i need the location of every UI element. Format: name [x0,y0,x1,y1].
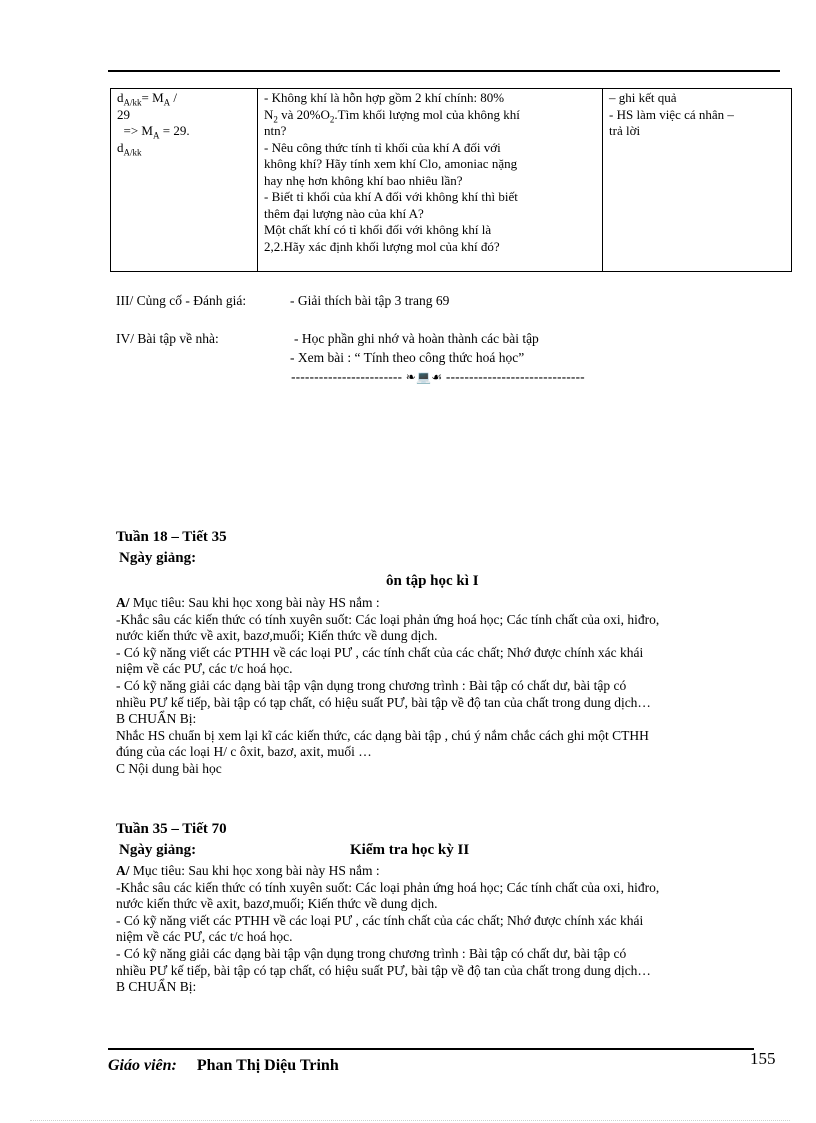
section-divider [238,368,638,386]
student-line: - HS làm việc cá nhân – [609,106,734,122]
lesson1-line: - Có kỹ năng viết các PTHH về các loại PƯ , các tính chất của các chất; Nhớ được chính xác khái [116,644,644,660]
teacher-activity-cell [258,89,603,272]
lesson2-title: Kiểm tra học kỳ II [350,842,470,858]
question-line: 2,2.Hãy xác định khối lượng mol của khí đó? [264,238,500,254]
question-line: không khí? Hãy tính xem khí Clo, amoniac nặng [264,156,518,171]
formula-line: $d_{A/kk}= M_A$ / [117,90,178,108]
lesson2-line: -Khắc sâu các kiến thức có tính xuyên suốt: Các loại phản ứng hoá học; Các tính chất của oxi, hiđro, [116,879,660,895]
question-line: - Nêu công thức tính tỉ khối của khí A đối với [264,139,501,155]
divider-dashes-left: ------------------------ [291,369,403,384]
question-line: Một chất khí có tỉ khối đối với không khí là [264,222,492,237]
section3-label: III/ Củng cố - Đánh giá: [116,293,247,308]
question-line: hay nhẹ hơn không khí bao nhiêu lần? [264,172,463,188]
lesson1-title: ôn tập học kì I [386,573,479,589]
question-line: ntn? [264,123,287,138]
lesson1-line: Nhắc HS chuẩn bị xem lại kĩ các kiến thức, các dạng bài tập , chú ý nắm chắc cách ghi một CTHH [116,727,649,743]
lesson1-date-label: Ngày giảng: [119,550,197,566]
lesson1-body [116,595,780,778]
lesson2-line: nhiều PƯ kế tiếp, bài tập có tạp chất, có hiệu suất PƯ, bài tập về độ tan của chất trong dung dịch… [116,962,651,978]
lesson2-line: - Có kỹ năng viết các PTHH về các loại PƯ , các tính chất của các chất; Nhớ được chính xác khái [116,912,644,928]
teacher-name: Phan Thị Diệu Trinh [196,1057,339,1074]
teacher-label: Giáo viên: [108,1057,177,1074]
section4-line1: - Học phần ghi nhớ và hoàn thành các bài tập [294,331,539,346]
lesson1-line: A/ Mục tiêu: Sau khi học xong bài này HS nắm : [116,595,380,610]
lesson1-line: nước kiến thức về axit, bazơ,muối; Kiến thức về dung dịch. [116,628,438,644]
page-bottom-edge [30,1120,790,1121]
activity-table [110,88,792,272]
page-number: 155 [750,1049,776,1068]
student-activity-cell [603,89,792,272]
lesson2-date-label: Ngày giảng: [119,842,197,858]
table-row [111,89,792,272]
section4-label: IV/ Bài tập về nhà: [116,331,219,346]
lesson1-line: niệm về các PƯ, các t/c hoá học. [116,661,293,677]
question-line: thêm đại lượng nào của khí A? [264,205,424,221]
formula-line: => $M_A = 29$. [117,123,190,141]
lesson2-week: Tuần 35 – Tiết 70 [116,821,227,837]
student-line: trả lời [609,123,641,138]
question-line: - Biết tỉ khối của khí A đối với không khí thì biết [264,189,518,204]
formula-cell [111,89,258,272]
lesson2-line: - Có kỹ năng giải các dạng bài tập vận dụng trong chương trình : Bài tập có chất dư, bài tập có [116,945,627,961]
lesson1-line: B CHUẨN Bị: [116,711,197,727]
section3-text: - Giải thích bài tập 3 trang 69 [290,293,450,308]
student-line: – ghi kết quả [609,90,677,105]
lesson1-line: - Có kỹ năng giải các dạng bài tập vận dụng trong chương trình : Bài tập có chất dư, bài tập có [116,677,627,693]
lesson2-line: B CHUẨN Bị: [116,979,197,995]
lesson1-line: C Nội dung bài học [116,760,222,776]
lesson1-line: đúng của các loại H/ c ôxit, bazơ, axit, muối … [116,744,372,760]
ornament-icon: ❧💻☙ [405,370,443,384]
lesson1-line: -Khắc sâu các kiến thức có tính xuyên suốt: Các loại phản ứng hoá học; Các tính chất của oxi, hiđro, [116,611,660,627]
footer [108,1057,339,1074]
formula-line: $d_{A/kk}$ [117,139,142,158]
header-rule [108,70,780,72]
footer-rule [108,1048,754,1050]
lesson1-week: Tuần 18 – Tiết 35 [116,529,227,545]
lesson2-line: nước kiến thức về axit, bazơ,muối; Kiến thức về dung dịch. [116,896,438,912]
lesson2-line: A/ Mục tiêu: Sau khi học xong bài này HS nắm : [116,863,380,878]
divider-dashes-right: ------------------------------ [446,369,585,384]
lesson1-line: nhiều PƯ kế tiếp, bài tập có tạp chất, có hiệu suất PƯ, bài tập về độ tan của chất trong dung dịch… [116,694,651,710]
section4-line2: - Xem bài : “ Tính theo công thức hoá học” [290,350,525,365]
formula-line: 29 [117,106,130,122]
lesson2-body [116,863,780,996]
question-line: $N_2$ và $20\%O_2.Tìm$ khối lượng mol của không khí [264,106,520,125]
lesson2-line: niệm về các PƯ, các t/c hoá học. [116,929,293,945]
question-line: - Không khí là hỗn hợp gồm 2 khí chính: 80% [264,90,505,105]
